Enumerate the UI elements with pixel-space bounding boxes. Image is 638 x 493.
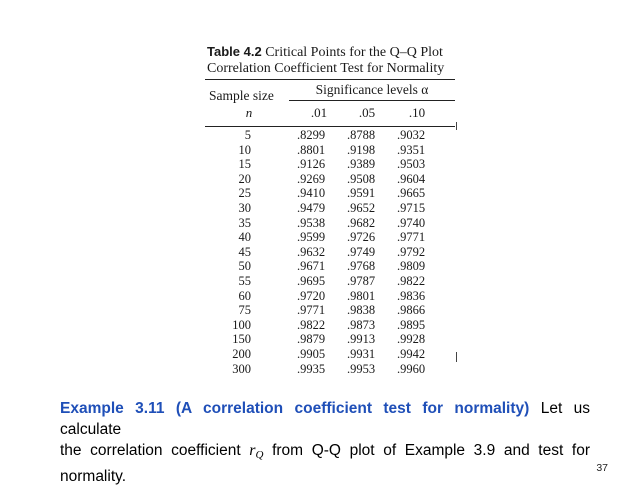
table-row (201, 201, 457, 216)
table-row (201, 143, 457, 158)
table-row (201, 245, 457, 260)
header-significance-levels: Significance levels α (315, 82, 429, 97)
cell-alpha-10: .9960 (397, 361, 426, 376)
critical-points-table (201, 38, 457, 376)
header-n: n (245, 105, 253, 120)
cell-alpha-05: .9652 (347, 200, 376, 215)
example-line-2 (60, 440, 590, 466)
cell-sample-size: 200 (232, 346, 251, 361)
cell-alpha-01: .9479 (297, 200, 326, 215)
cell-alpha-05: .9508 (347, 171, 376, 186)
table-row (201, 332, 457, 347)
table-subtitle: Correlation Coefficient Test for Normality (207, 61, 445, 76)
cell-alpha-10: .9032 (397, 128, 426, 142)
header-sample-size: Sample size (209, 88, 274, 103)
math-subscript-q: Q (255, 449, 264, 461)
cell-alpha-01: .9935 (297, 361, 326, 376)
cell-alpha-05: .9682 (347, 215, 376, 230)
header-level-01: .01 (310, 105, 328, 120)
header-level-05: .05 (358, 105, 376, 120)
cell-alpha-01: .9410 (297, 186, 326, 201)
table-row (201, 172, 457, 187)
cell-alpha-10: .9665 (397, 186, 426, 201)
cell-alpha-01: .9720 (297, 288, 326, 303)
cell-sample-size: 75 (238, 303, 251, 318)
table-row (201, 259, 457, 274)
cell-sample-size: 20 (238, 171, 251, 186)
cell-alpha-05: .9768 (347, 259, 376, 274)
cell-alpha-01: .9538 (297, 215, 326, 230)
cell-alpha-01: .9695 (297, 273, 326, 288)
cell-alpha-05: .9801 (347, 288, 376, 303)
cell-sample-size: 60 (238, 288, 251, 303)
cell-alpha-10: .9809 (397, 259, 426, 274)
cell-alpha-01: .9879 (297, 332, 326, 347)
cell-alpha-10: .9822 (397, 273, 426, 288)
table-body (201, 128, 457, 376)
example-heading: Example 3.11 (A correlation coefficient test for normality) (60, 400, 530, 417)
cell-sample-size: 10 (238, 142, 251, 157)
math-r: r (249, 442, 256, 459)
cell-alpha-01: .8801 (297, 142, 326, 157)
cell-alpha-05: .9389 (347, 157, 376, 172)
table-row (201, 216, 457, 231)
math-r-q (249, 442, 263, 459)
cell-alpha-10: .9351 (397, 142, 426, 157)
cell-alpha-05: .9591 (347, 186, 376, 201)
header-level-10: .10 (408, 105, 426, 120)
example-line-1 (60, 398, 590, 440)
table-title (207, 44, 443, 61)
cell-alpha-10: .9928 (397, 332, 426, 347)
cell-alpha-10: .9604 (397, 171, 426, 186)
example-paragraph (60, 398, 590, 487)
cell-alpha-10: .9895 (397, 317, 426, 332)
table-row (201, 362, 457, 377)
example-line-2-post: from Q-Q plot of Example 3.9 and test for (272, 442, 590, 459)
table-row (201, 128, 457, 143)
cell-alpha-05: .9749 (347, 244, 376, 259)
cell-sample-size: 100 (232, 317, 251, 332)
cell-sample-size: 50 (238, 259, 251, 274)
example-line-2-pre: the correlation coefficient (60, 442, 241, 459)
cell-alpha-01: .9822 (297, 317, 326, 332)
table-row (201, 303, 457, 318)
table-row (201, 289, 457, 304)
cell-sample-size: 35 (238, 215, 251, 230)
cell-sample-size: 300 (232, 361, 251, 376)
table-row (201, 274, 457, 289)
cell-alpha-05: .9787 (347, 273, 376, 288)
table-row (201, 157, 457, 172)
cell-alpha-10: .9771 (397, 230, 426, 245)
cell-alpha-05: .9873 (347, 317, 376, 332)
cell-alpha-05: .9913 (347, 332, 376, 347)
table-rule-body (205, 126, 455, 127)
table-rule-header (289, 100, 455, 101)
cell-alpha-01: .9632 (297, 244, 326, 259)
table-title-text: Critical Points for the Q–Q Plot (265, 45, 443, 60)
cell-alpha-01: .9269 (297, 171, 326, 186)
table-label: Table 4.2 (207, 44, 262, 59)
cell-sample-size: 150 (232, 332, 251, 347)
cell-alpha-05: .9198 (347, 142, 376, 157)
cell-alpha-01: .9126 (297, 157, 326, 172)
scan-edge-mark (456, 352, 457, 362)
cell-alpha-05: .9838 (347, 303, 376, 318)
cell-alpha-10: .9715 (397, 200, 426, 215)
cell-sample-size: 25 (238, 186, 251, 201)
table-rule-top (205, 79, 455, 80)
cell-alpha-10: .9740 (397, 215, 426, 230)
table-row (201, 318, 457, 333)
table-row (201, 347, 457, 362)
cell-alpha-05: .9931 (347, 346, 376, 361)
cell-sample-size: 55 (238, 273, 251, 288)
cell-alpha-05: .9953 (347, 361, 376, 376)
cell-alpha-10: .9866 (397, 303, 426, 318)
cell-alpha-10: .9792 (397, 244, 426, 259)
cell-alpha-01: .9599 (297, 230, 326, 245)
cell-alpha-01: .9905 (297, 346, 326, 361)
cell-sample-size: 30 (238, 200, 251, 215)
cell-alpha-01: .9671 (297, 259, 326, 274)
example-line-3: normality. (60, 468, 127, 485)
page-number: 37 (596, 462, 608, 474)
cell-sample-size: 40 (238, 230, 251, 245)
cell-alpha-01: .8299 (297, 128, 326, 142)
cell-alpha-05: .9726 (347, 230, 376, 245)
table-row (201, 186, 457, 201)
cell-sample-size: 15 (238, 157, 251, 172)
cell-alpha-10: .9503 (397, 157, 426, 172)
cell-alpha-05: .8788 (347, 128, 376, 142)
cell-sample-size: 45 (238, 244, 251, 259)
cell-alpha-10: .9942 (397, 346, 426, 361)
cell-alpha-10: .9836 (397, 288, 426, 303)
cell-alpha-01: .9771 (297, 303, 326, 318)
table-row (201, 230, 457, 245)
example-line-1-text: Let us calculate (60, 400, 590, 438)
cell-sample-size: 5 (244, 128, 251, 142)
